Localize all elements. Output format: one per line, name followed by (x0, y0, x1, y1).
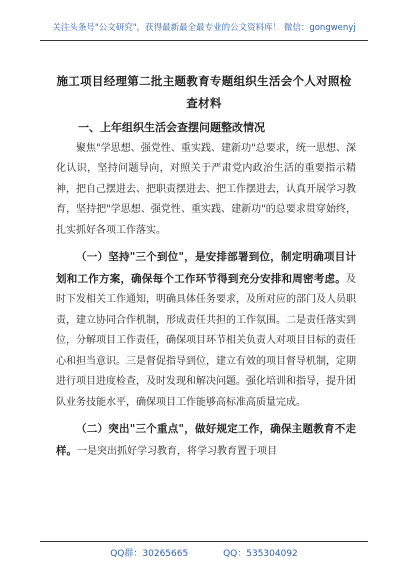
paragraph (56, 419, 356, 462)
paragraph-lead: （一）坚持"三个到位"，是安排部署到位，制定明确项目计划和工作方案，确保每个工作环节得到充分安排和周密考虑。 (56, 251, 356, 285)
footer-qq: QQ：535304092 (223, 549, 298, 559)
paragraph (56, 247, 356, 413)
footer-qq-group: QQ群：30265665 (110, 549, 189, 559)
section-heading: 一、上年组织生活会查摆问题整改情况 (78, 121, 265, 134)
document-body (56, 118, 356, 462)
paragraph: 聚焦"学思想、强党性、重实践、建新功"总要求，统一思想、深化认识，坚持问题导向，对照关于严肃党内政治生活的重要指示精神，把自己摆进去、把职责摆进去、把工作摆进去，认真开展学习教育，坚持把"学思想、强党性、重实践、建新功"的总要求贯穿始终，扎实抓好各项工作落实。 (56, 142, 356, 236)
paragraph-body: 及时下发相关工作通知，明确具体任务要求，及所对应的部门及人员职责，建立协同合作机制，形成责任共担的工作氛围。二是责任落实到位，分解项目工作责任，确保项目环节相关负责人对项目目标的责任心和担当意识。三是督促指导到位，建立有效的项目督导机制，定期进行项目进度检查，及时发现和解决问题。强化培训和指导，提升团队业务技能水平，确保项目工作能够高标准高质量完成。 (56, 273, 356, 408)
paragraph-body: 一是突出抓好学习教育，将学习教育置于项目 (77, 445, 277, 457)
page-footer (40, 541, 368, 559)
document-title: 施工项目经理第二批主题教育专题组织生活会个人对照检查材料 (56, 74, 352, 110)
header-notice: 关注头条号"公文研究"，获得最新最全最专业的公文资料库！ 微信：gongwenyj (52, 23, 356, 33)
paragraph-lead: （二）突出"三个重点"，做好规定工作，确保主题教育不走样。 (56, 423, 356, 457)
page-header (40, 22, 368, 41)
